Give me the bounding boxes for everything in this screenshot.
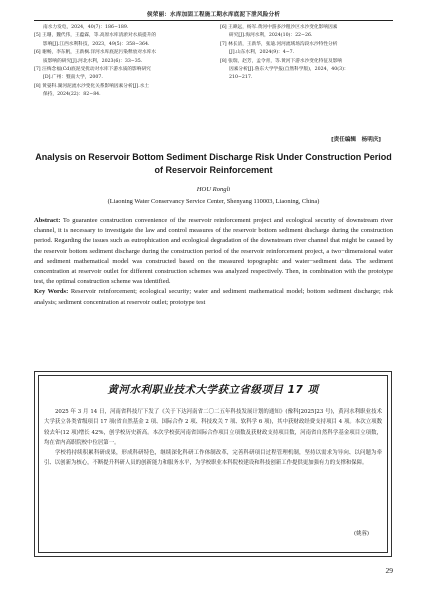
keywords-paragraph	[34, 287, 393, 307]
references-right-column	[220, 24, 396, 83]
article-author: HOU Rongli	[196, 186, 231, 193]
reference-line: 研究[J].海河水利，2024(10)：22−26.	[229, 33, 313, 39]
news-paragraph-1: 2025 年 3 月 14 日，河南省科技厅下发了《关于下达河南省二〇二五年科技发展计划的通知》(豫科[2025]23 号)，黄河水利职业技术大学获立各类省级项目 17 项(省自然基金 2 项、国际合作 2 项、科技攻关 7 项、软科学 6 项)，其中获财政经费支持项目 4 项。本次立项数较去年(12 项)增长 42%，创学校历史新高。本次学校获河南省国际合作项目立项数及获财政支持项目数，河南省自然科学基金项目立项数，均在省内高职院校中位居第一。	[44, 409, 382, 446]
abstract-block	[34, 216, 393, 308]
reference-line: [6] 谢畅，李东帆，王新枫.洋河水库底泥污染释放对水库水	[34, 50, 157, 56]
article-title: Analysis on Reservoir Bottom Sediment Discharge Risk Under Construction Period of Reservoir Reinforcement	[35, 152, 392, 175]
news-box	[34, 371, 392, 557]
reference-line: [7] 汪梅念福(Cd)底泥受扰动对水库下游水质的影响研究	[34, 67, 151, 73]
reference-line: [8] 黄晏科.湖河泥流水沙变化关系影响因素分析[J].水土	[34, 83, 150, 89]
running-header: 侯荣丽：水库加固工程施工期水库底泥下泄风险分析	[146, 12, 281, 18]
reference-line: [6] 王暐远，杨军.黄河中游多沙粗沙区水沙变化影响因素	[220, 25, 338, 30]
reference-line: [7] 林长清，王新华，张迪.河河流域场沟段水沙特性分析	[220, 41, 338, 47]
news-title: 黄河水利职业技术大学获立省级项目 17 项	[107, 384, 319, 396]
article-affiliation: (Liaoning Water Conservancy Service Center, Shenyang 110003, Liaoning, China)	[107, 198, 320, 205]
header-rule	[34, 20, 393, 21]
reference-line: [8] 张瑞，赵芳，孟令青，等.黄河下游水沙变化特征及影响	[220, 58, 343, 64]
news-signature: (姚蓉)	[354, 531, 369, 537]
abstract-text: To guarantee construction convenience of the reservoir reinforcement project and ecological security of downstream river channel, it is necessary to investigate the law and control measures of the reservoir bottom sediment discharge during the construction period. Regarding the issues such as eutrophication and ecological degradation of the downstream river channel that might be caused by the reservoir bottom sediment discharge during the construction period of the reservoir reinforcement project, a two−dimensional water and sediment mathematical model was constructed based on the measured topographic and water−sediment data. The sediment concentration at reservoir outlet for different construction schemes was analyzed respectively. Then, in combination with the prototype test, the optimal construction scheme was identified.	[34, 217, 393, 286]
page-number: 29	[385, 566, 393, 575]
reference-line: 南水力发电，2024，40(7)：186−189.	[43, 25, 129, 30]
reference-line: [D].广州：暨南大学，2007.	[43, 75, 103, 81]
keywords-text: Reservoir reinforcement; ecological security; water and sediment mathematical model; bottom sediment discharge; risk analysis; sediment concentration at reservoir outlet; prototype test	[34, 288, 393, 306]
reference-line: 210−217.	[229, 75, 253, 81]
abstract-label: Abstract:	[34, 217, 61, 224]
reference-line: 保持，2024(22)：82−84.	[43, 92, 101, 98]
news-paragraph-2: 学校将持续积累科研成果，形成科研特色，继续深化科研工作体制改革，完善科研项目过程管理机制，坚持以需求为导向、以问题为牵引、以创新为核心，不断提升科研人员的创新能力和服务水平，为学校职业本科院校建设和科技创新工作提供更加强有力的支撑和保障。	[44, 450, 382, 467]
reference-line: [5] 王珊，魏代伟，王蕴霖，等.高原水库清淤对水质提升的	[34, 33, 157, 39]
responsible-editor: [责任编辑 杨明庆]	[331, 137, 381, 143]
news-body	[44, 407, 382, 469]
abstract-paragraph	[34, 216, 393, 287]
reference-line: 因素分析[J].鲁东大学学报(自然科学版)，2024，40(3)：	[229, 67, 349, 73]
reference-line: [J].山东水利，2024(9)：4−7.	[229, 50, 295, 56]
keywords-label: Key Words:	[34, 288, 69, 296]
references-left-column	[34, 24, 214, 100]
reference-line: 影响[J].江西水利科技，2023，49(5)：358−364.	[43, 41, 150, 47]
reference-line: 质影响的研究[J].河北水利，2023(6)：33−35.	[43, 58, 143, 64]
